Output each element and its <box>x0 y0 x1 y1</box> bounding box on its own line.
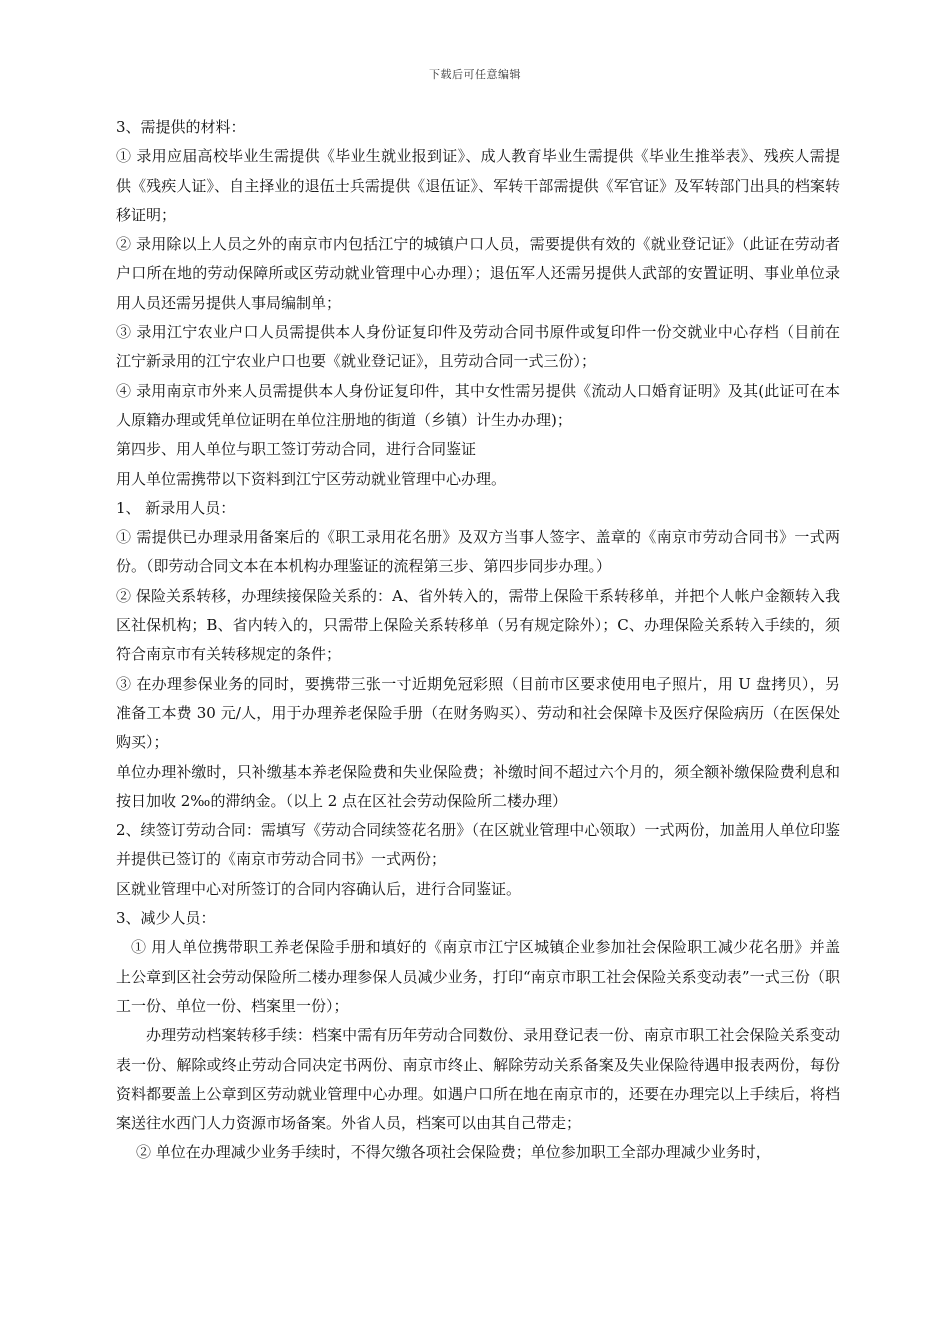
paragraph-archive-transfer: 办理劳动档案转移手续：档案中需有历年劳动合同数份、录用登记表一份、南京市职工社会保险关系变动表一份、解除或终止劳动合同决定书两份、南京市终止、解除劳动关系备案及失业保险待遇申报表两份，每份资料都要盖上公章到区劳动就业管理中心办理。如遇户口所在地在南京市的，还要在办理完以上手续后，将档案送往水西门人力资源市场备案。外省人员，档案可以由其自己带走； <box>116 1026 840 1133</box>
paragraph-new-hires-item-3: ③ 在办理参保业务的同时，要携带三张一寸近期免冠彩照（目前市区要求使用电子照片，用 U 盘拷贝），另准备工本费 30 元/人，用于办理养老保险手册（在财务购买）、劳动和社会保障卡及医疗保险病历（在医保处购买）； <box>116 674 840 752</box>
paragraph-new-hires-heading: 1、 新录用人员： <box>116 498 236 517</box>
page-header: 下载后可任意编辑 <box>429 68 521 81</box>
paragraph-contract-verification: 区就业管理中心对所签订的合同内容确认后，进行合同鉴证。 <box>116 879 522 898</box>
paragraph-new-hires-item-2: ② 保险关系转移，办理续接保险关系的：A、省外转入的，需带上保险干系转移单，并把个人帐户金额转入我区社保机构；B、省内转入的，只需带上保险关系转移单（另有规定除外）；C、办理保险关系转入手续的，须符合南京市有关转移规定的条件； <box>116 586 840 664</box>
paragraph-step-four-intro: 用人单位需携带以下资料到江宁区劳动就业管理中心办理。 <box>116 469 507 488</box>
paragraph-item-4: ④ 录用南京市外来人员需提供本人身份证复印件，其中女性需另提供《流动人口婚育证明》及其(此证可在本人原籍办理或凭单位证明在单位注册地的街道（乡镇）计生办办理)； <box>116 381 840 429</box>
paragraph-back-payment: 单位办理补缴时，只补缴基本养老保险费和失业保险费；补缴时间不超过六个月的，须全额补缴保险费利息和按日加收 2‰的滞纳金。（以上 2 点在区社会劳动保险所二楼办理） <box>116 762 840 810</box>
paragraph-reduction-item-1: ① 用人单位携带职工养老保险手册和填好的《南京市江宁区城镇企业参加社会保险职工减少花名册》并盖上公章到区社会劳动保险所二楼办理参保人员减少业务，打印“南京市职工社会保险关系变动表”一式三份（职工一份、单位一份、档案里一份）； <box>116 938 840 1015</box>
paragraph-item-1: ① 录用应届高校毕业生需提供《毕业生就业报到证》、成人教育毕业生需提供《毕业生推举表》、残疾人需提供《残疾人证》、自主择业的退伍士兵需提供《退伍证》、军转干部需提供《军官证》及军转部门出具的档案转移证明； <box>116 147 840 224</box>
paragraph-contract-renewal: 2、续签订劳动合同：需填写《劳动合同续签花名册》（在区就业管理中心领取）一式两份，加盖用人单位印鉴并提供已签订的《南京市劳动合同书》一式两份； <box>116 821 840 869</box>
paragraph-step-four: 第四步、用人单位与职工签订劳动合同，进行合同鉴证 <box>116 440 477 459</box>
paragraph-new-hires-item-1: ① 需提供已办理录用备案后的《职工录用花名册》及双方当事人签字、盖章的《南京市劳动合同书》一式两份。（即劳动合同文本在本机构办理鉴证的流程第三步、第四步同步办理。） <box>116 528 840 576</box>
paragraph-reduction-item-2: ② 单位在办理减少业务手续时，不得欠缴各项社会保险费；单位参加职工全部办理减少业务时， <box>136 1143 771 1162</box>
paragraph-item-2: ② 录用除以上人员之外的南京市内包括江宁的城镇户口人员，需要提供有效的《就业登记证》（此证在劳动者户口所在地的劳动保障所或区劳动就业管理中心办理）；退伍军人还需另提供人武部的安置证明、事业单位录用人员还需另提供人事局编制单； <box>116 235 840 312</box>
paragraph-materials-heading: 3、需提供的材料： <box>116 118 246 136</box>
document-body <box>116 113 840 1168</box>
paragraph-reduction-heading: 3、减少人员： <box>116 909 216 928</box>
paragraph-item-3: ③ 录用江宁农业户口人员需提供本人身份证复印件及劳动合同书原件或复印件一份交就业中心存档（目前在江宁新录用的江宁农业户口也要《就业登记证》，且劳动合同一式三份）； <box>116 323 840 371</box>
